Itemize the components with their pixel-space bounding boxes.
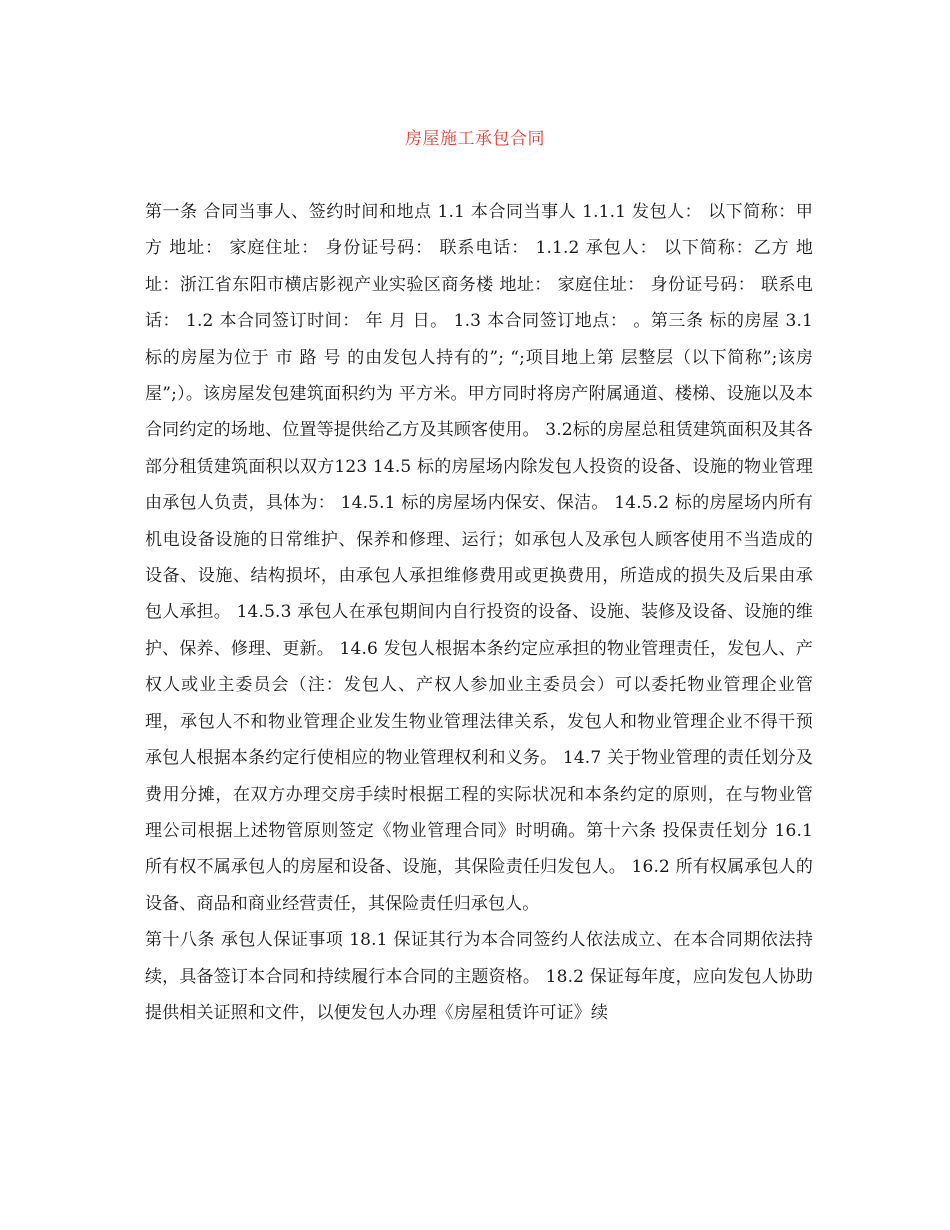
body-paragraph: 第一条 合同当事人、签约时间和地点 1.1 本合同当事人 1.1.1 发包人： 以下简称：甲方 地址： 家庭住址： 身份证号码： 联系电话： 1.1.2 承包人： 以下简称：乙方 地址：浙江省东阳市横店影视产业实验区商务楼 地址： 家庭住址： 身份证号码： 联系电话： 1.2 本合同签订时间： 年 月 日。 1.3 本合同签订地点： 。第三条 标的房屋 3.1 标的房屋为位于 市 路 号 的由发包人持有的”; “;项目地上第 层整层（以下简称”;该房屋”;）。该房屋发包建筑面积约为 平方米。甲方同时将房产附属通道、楼梯、设施以及本合同约定的场地、位置等提供给乙方及其顾客使用。 3.2标的房屋总租赁建筑面积及其各部分租赁建筑面积以双方123 14.5 标的房屋场内除发包人投资的设备、设施的物业管理由承包人负责，具体为： 14.5.1 标的房屋场内保安、保洁。 14.5.2 标的房屋场内所有机电设备设施的日常维护、保养和修理、运行；如承包人及承包人顾客使用不当造成的设备、设施、结构损坏，由承包人承担维修费用或更换费用，所造成的损失及后果由承包人承担。 14.5.3 承包人在承包期间内自行投资的设备、设施、装修及设备、设施的维护、保养、修理、更新。 14.6 发包人根据本条约定应承担的物业管理责任，发包人、产权人或业主委员会（注：发包人、产权人参加业主委员会）可以委托物业管理企业管理，承包人不和物业管理企业发生物业管理法律关系，发包人和物业管理企业不得干预承包人根据本条约定行使相应的物业管理权利和义务。 14.7 关于物业管理的责任划分及费用分摊，在双方办理交房手续时根据工程的实际状况和本条约定的原则，在与物业管理公司根据上述物管原则签定《物业管理合同》时明确。第十六条 投保责任划分 16.1 所有权不属承包人的房屋和设备、设施，其保险责任归发包人。 16.2 所有权属承包人的设备、商品和商业经营责任，其保险责任归承包人。 bbox=[145, 202, 813, 914]
body-paragraph: 第十八条 承包人保证事项 18.1 保证其行为本合同签约人依法成立、在本合同期依法持续，具备签订本合同和持续履行本合同的主题资格。 18.2 保证每年度，应向发包人协助提供相关证照和文件，以便发包人办理《房屋租赁许可证》续 bbox=[145, 930, 813, 1023]
document-body bbox=[145, 194, 813, 1031]
document-title: 房屋施工承包合同 bbox=[405, 129, 545, 149]
